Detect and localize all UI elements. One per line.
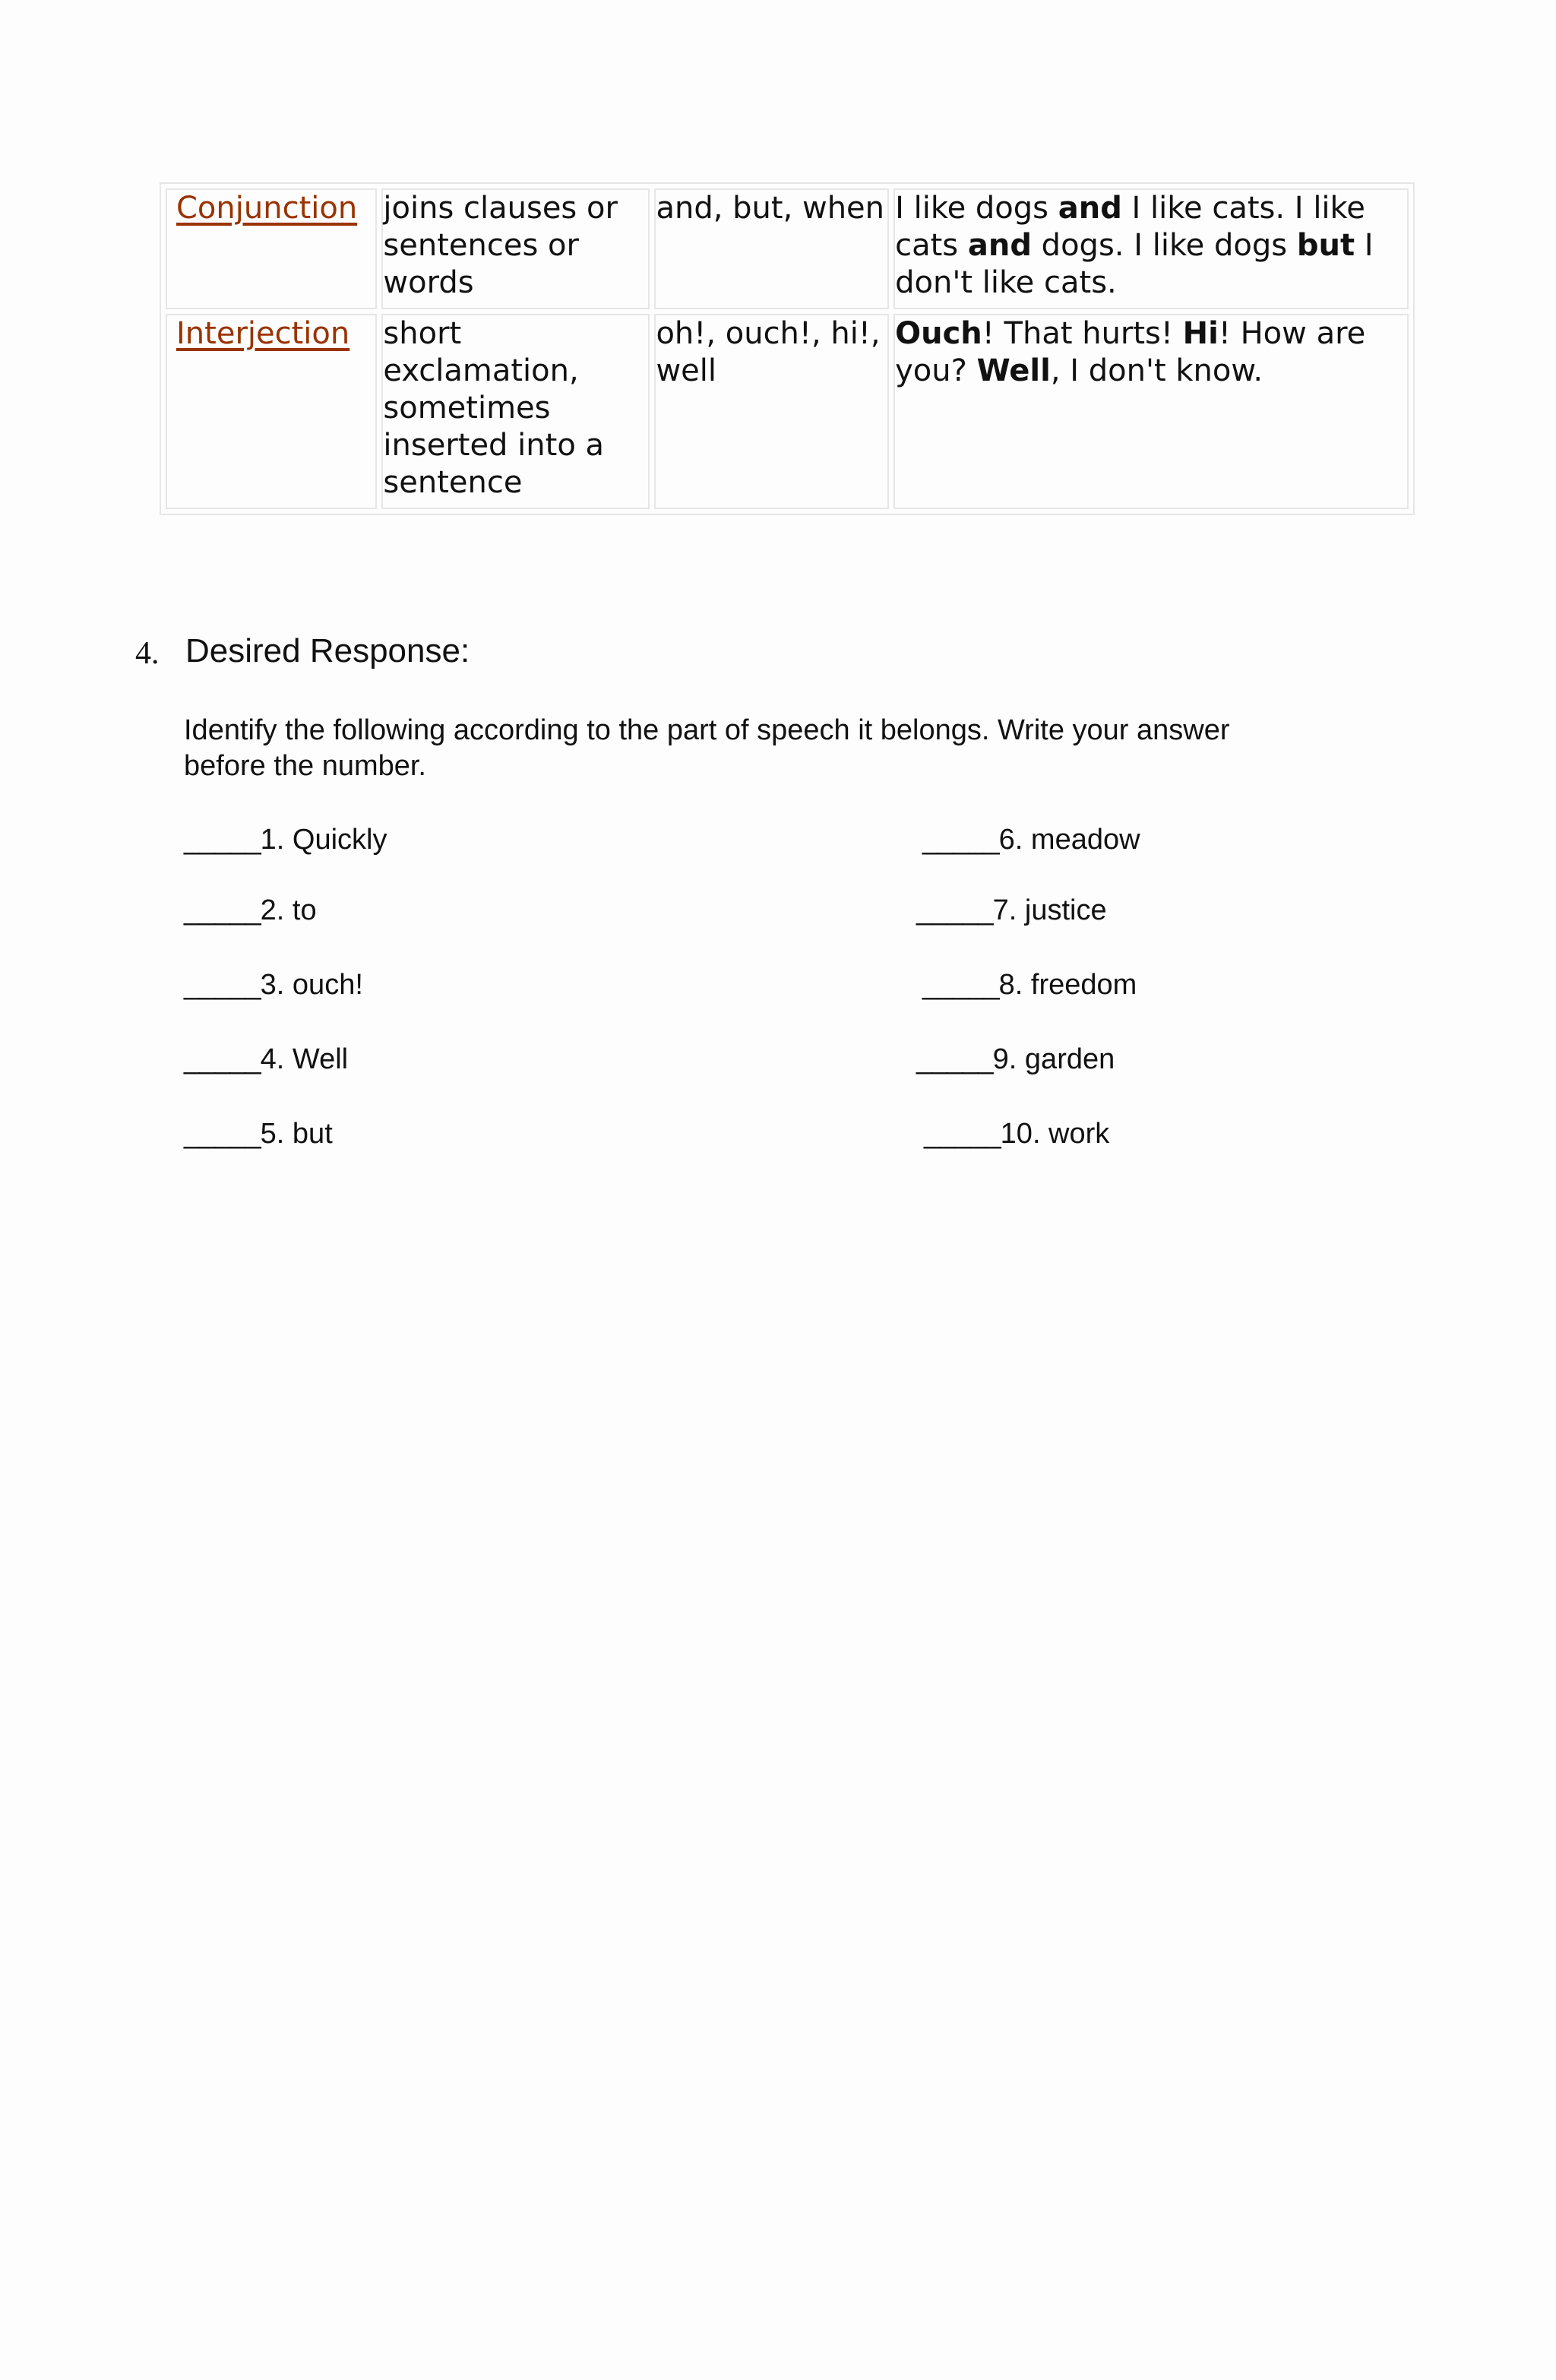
item-label: 6. meadow [998, 824, 1140, 856]
item-label: 2. to [260, 894, 317, 926]
cell-line: words [383, 265, 474, 300]
answer-blank: _____ [184, 1043, 261, 1075]
cell-line: inserted into a [383, 428, 605, 463]
example-sentence-cell [893, 314, 1409, 509]
answer-blank: _____ [916, 1043, 993, 1075]
answer-blank: _____ [924, 1118, 1001, 1150]
term-cell [166, 314, 377, 509]
question-heading: Desired Response: [185, 632, 470, 669]
term-cell [166, 188, 377, 309]
cell-line [895, 227, 1407, 264]
cell-line: well [656, 353, 717, 388]
text-run: you? [895, 353, 977, 388]
examples-cell [654, 188, 889, 309]
item-label: 7. justice [992, 894, 1107, 926]
cell-line: and, but, when [656, 191, 885, 226]
item-label: 9. garden [992, 1043, 1115, 1075]
text-run: ! How are [1218, 316, 1366, 351]
answer-blank: _____ [184, 894, 261, 926]
cell-line: oh!, ouch!, hi!, [656, 316, 881, 351]
item-label: 1. Quickly [260, 824, 387, 856]
emphasized-word: but [1296, 228, 1355, 263]
answer-blank: _____ [916, 894, 993, 926]
table-row [166, 314, 1409, 509]
term-link[interactable]: Interjection [176, 316, 350, 351]
question-instructions [184, 713, 1369, 784]
list-item [184, 824, 387, 856]
cell-line: joins clauses or [383, 191, 618, 226]
item-label: 3. ouch! [260, 969, 363, 1001]
text-run: I like dogs [895, 191, 1058, 226]
item-label: 10. work [1000, 1118, 1110, 1150]
text-run: , I don't know. [1050, 353, 1263, 388]
answer-blank: _____ [184, 1118, 261, 1150]
cell-line: sometimes [383, 391, 551, 426]
list-item [922, 824, 1140, 856]
list-item [184, 969, 363, 1002]
text-run: I [1355, 228, 1374, 263]
example-sentence-cell [893, 188, 1409, 309]
cell-line: exclamation, [383, 353, 579, 388]
examples-cell [654, 314, 889, 509]
list-item [184, 894, 317, 927]
cell-line: sentence [383, 465, 523, 500]
instructions-line: Identify the following according to the part of speech it belongs. Write your answer [184, 714, 1230, 746]
cell-line [895, 264, 1407, 302]
cell-line [895, 353, 1407, 390]
answer-blank: _____ [184, 824, 261, 856]
table-body [166, 188, 1409, 509]
item-label: 8. freedom [998, 969, 1137, 1001]
cell-line: sentences or [383, 228, 579, 263]
emphasized-word: Well [976, 353, 1051, 388]
list-item [924, 1118, 1109, 1150]
list-item [916, 1043, 1115, 1076]
list-item [184, 1043, 348, 1076]
text-run: cats [895, 228, 968, 263]
emphasized-word: and [1058, 191, 1122, 226]
table-row [166, 188, 1409, 309]
emphasized-word: and [967, 228, 1032, 263]
answer-blank: _____ [184, 969, 261, 1001]
parts-of-speech-table [160, 182, 1415, 515]
text-run: dogs. I like dogs [1031, 228, 1297, 263]
text-run: ! That hurts! [982, 316, 1183, 351]
text-run: don't like cats. [895, 265, 1117, 300]
definition-cell [381, 314, 650, 509]
answer-blank: _____ [922, 824, 999, 856]
cell-line [895, 315, 1407, 353]
text-run: I like cats. I like [1121, 191, 1365, 226]
term-link[interactable]: Conjunction [176, 191, 358, 226]
emphasized-word: Ouch [895, 316, 982, 351]
emphasized-word: Hi [1182, 316, 1219, 351]
list-item [916, 894, 1107, 927]
question-number: 4. [135, 636, 160, 671]
list-item [184, 1118, 333, 1150]
instructions-line: before the number. [184, 750, 426, 782]
cell-line [895, 190, 1407, 227]
item-label: 5. but [260, 1118, 333, 1150]
definition-cell [381, 188, 650, 309]
list-item [922, 969, 1137, 1002]
item-label: 4. Well [260, 1043, 349, 1075]
answer-blank: _____ [922, 969, 999, 1001]
cell-line: short [383, 316, 462, 351]
